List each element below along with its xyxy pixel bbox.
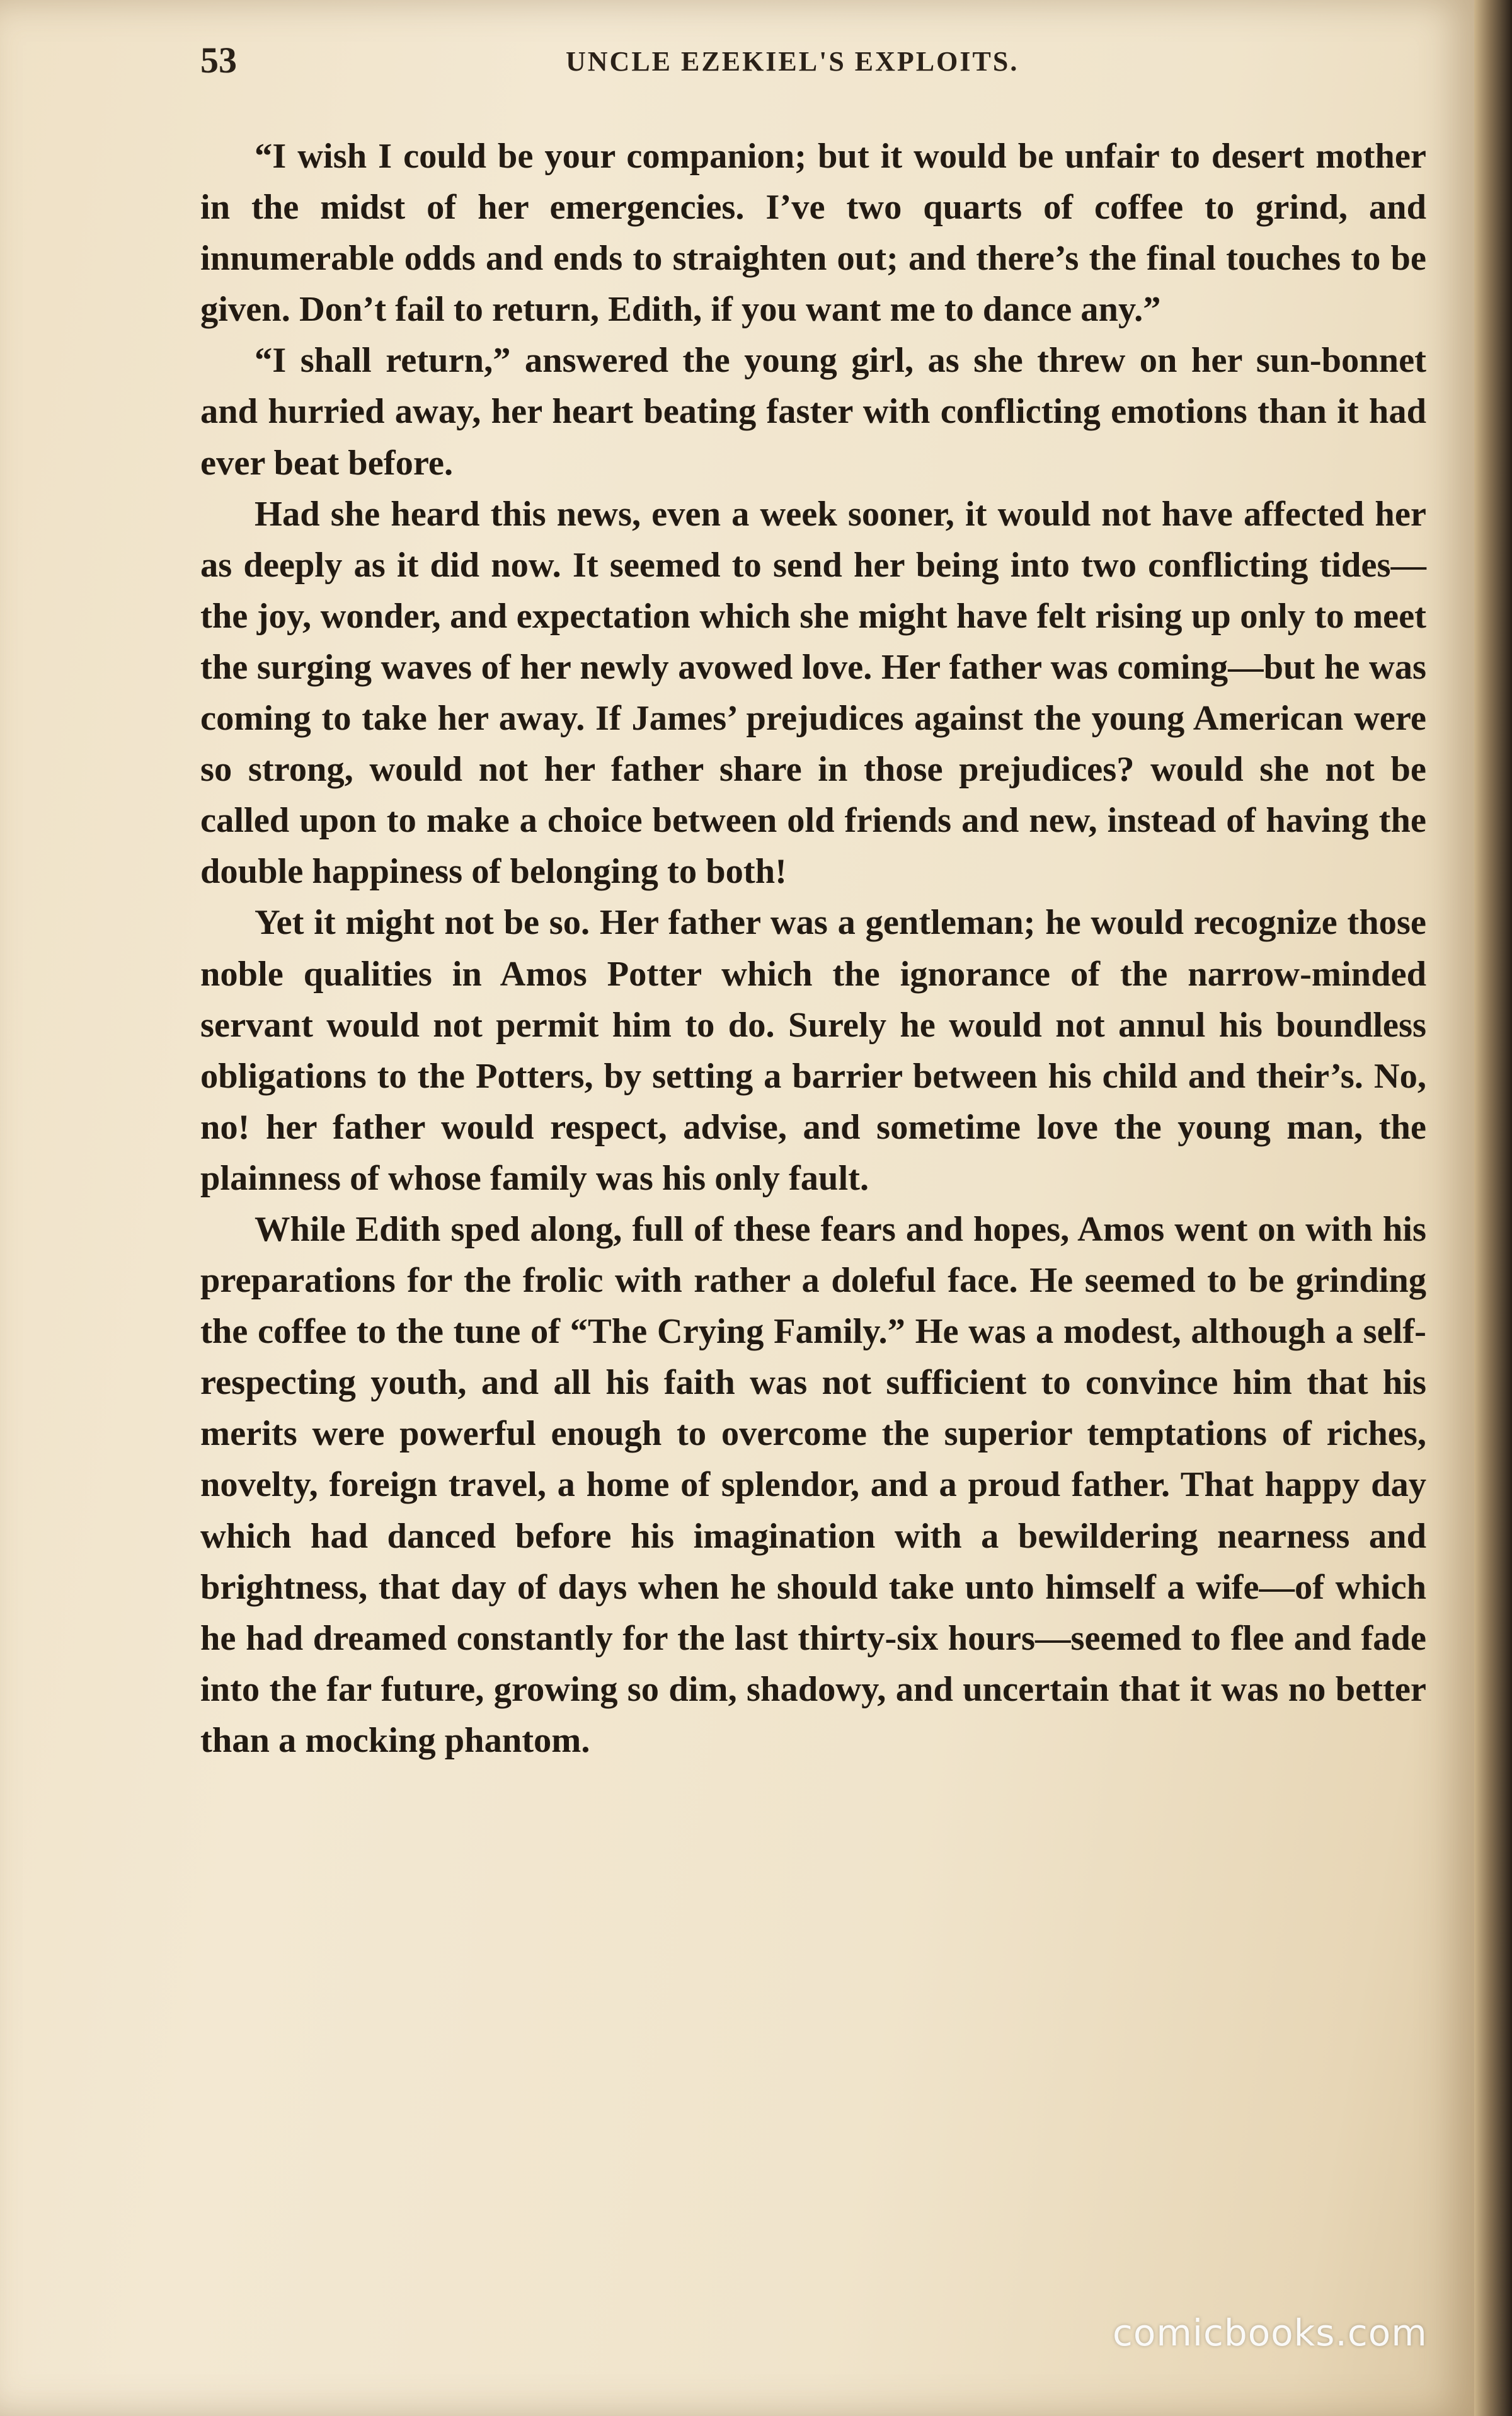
body-text <box>200 131 1426 1766</box>
paragraph-1: “I wish I could be your companion; but it would be unfair to desert mother in the midst of her emergencies. I’ve two quarts of coffee to grind, and innumerable odds and ends to straighten out; and there’s the final touches to be given. Don’t fail to return, Edith, if you want me to dance any.” <box>200 137 1426 330</box>
page-number: 53 <box>200 40 237 81</box>
page-header <box>200 39 1435 83</box>
running-title: UNCLE EZEKIEL'S EXPLOITS. <box>566 46 1019 77</box>
paragraph-4: Yet it might not be so. Her father was a gentleman; he would recognize those noble qualities in Amos Potter which the ignorance of the narrow-minded servant would not permit him to do. Surely he would not annul his boundless obligations to the Potters, by setting a barrier between his child and their’s. No, no! her father would respect, advise, and sometime love the young man, the plainness of whose family was his only fault. <box>200 903 1426 1198</box>
paragraph-2: “I shall return,” answered the young girl, as she threw on her sun-bonnet and hurried away, her heart beating faster with conflicting emotions than it had ever beat before. <box>200 341 1426 483</box>
paragraph-3: Had she heard this news, even a week sooner, it would not have affected her as deeply as it did now. It seemed to send her being into two conflicting tides—the joy, wonder, and expectation which she might have felt rising up only to meet the surging waves of her newly avowed love. Her father was coming—but he was coming to take her away. If James’ prejudices against the young American were so strong, would not her father share in those prejudices? would she not be called upon to make a choice between old friends and new, instead of having the double happiness of belonging to both! <box>200 494 1426 892</box>
paragraph-5: While Edith sped along, full of these fears and hopes, Amos went on with his preparations for the frolic with rather a doleful face. He seemed to be grinding the coffee to the tune of “The Crying Family.” He was a modest, although a self-respecting youth, and all his faith was not sufficient to convince him that his merits were powerful enough to overcome the superior temptations of riches, novelty, foreign travel, a home of splendor, and a proud father. That happy day which had danced before his imagination with a bewildering nearness and brightness, that day of days when he should take unto himself a wife—of which he had dreamed constantly for the last thirty-six hours—seemed to flee and fade into the far future, growing so dim, shadowy, and uncertain that it was no better than a mocking phantom. <box>200 1209 1426 1760</box>
watermark: comicbooks.com <box>1113 2311 1428 2354</box>
book-binding-edge <box>1474 0 1512 2416</box>
